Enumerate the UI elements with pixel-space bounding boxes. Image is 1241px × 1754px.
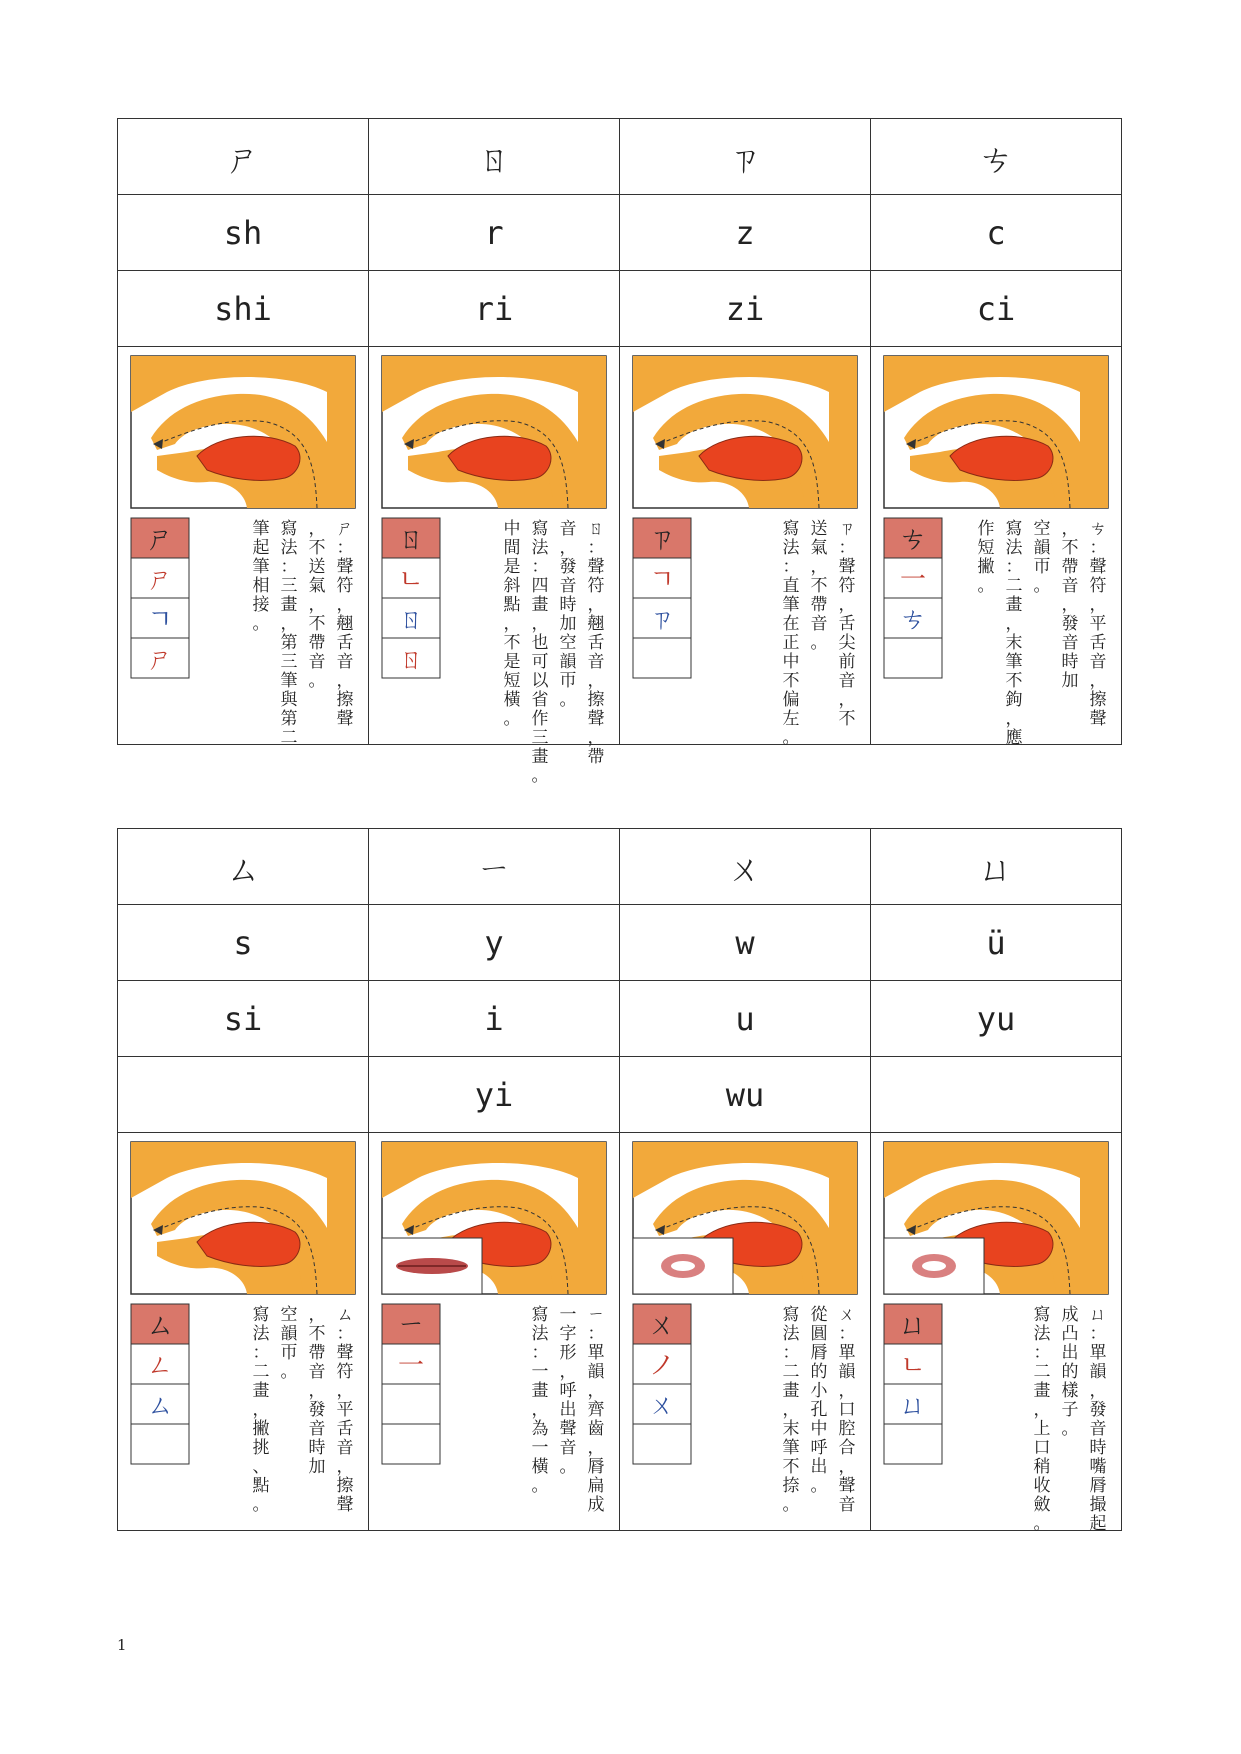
- card-letter: ㄖ: [396, 521, 426, 555]
- card-cell: [871, 1133, 1122, 1534]
- phonetic-card: [880, 352, 1112, 748]
- stroke-step: ㄨ: [648, 1390, 676, 1421]
- description-column: 寫法：三畫，第三筆與第二: [280, 518, 298, 748]
- bopomofo-cell: ㄩ: [871, 829, 1122, 905]
- card-cell: [118, 347, 369, 748]
- card-letter: ㄕ: [145, 521, 175, 555]
- card-letter: ㄧ: [396, 1307, 426, 1341]
- bopomofo-cell: ㄕ: [118, 119, 369, 195]
- card-letter: ㄙ: [145, 1307, 175, 1341]
- bopomofo-cell: ㄗ: [620, 119, 871, 195]
- mouth-diagram: [131, 1142, 355, 1294]
- card-description: [504, 519, 605, 786]
- phonetic-card-art: [629, 1138, 861, 1526]
- stroke-step: ㄙ: [146, 1390, 174, 1421]
- description-column: 空韻帀。: [1033, 518, 1051, 596]
- stroke-order-boxes: [382, 1304, 440, 1464]
- syllable-cell: ci: [871, 271, 1122, 347]
- card-cell: [369, 347, 620, 786]
- syllable-row: [118, 981, 1122, 1057]
- card-letter: ㄩ: [898, 1307, 928, 1341]
- description-column: 寫法：四畫，也可以省作三畫。: [531, 518, 549, 786]
- stroke-step: 一: [397, 1350, 425, 1381]
- standalone-cell: [118, 1057, 369, 1133]
- card-cell: [620, 1133, 871, 1531]
- description-column: 寫法：二畫，上口稍收斂。: [1033, 1304, 1051, 1534]
- standalone-row: [118, 1057, 1122, 1133]
- stroke-step: ㄖ: [397, 604, 425, 635]
- phonetic-card-art: [127, 352, 359, 748]
- stroke-order-boxes: [131, 518, 189, 678]
- stroke-step: ㄴ: [398, 564, 424, 595]
- stroke-step: 一: [899, 564, 927, 595]
- description-column: ，不送氣，不帶音。: [308, 518, 326, 691]
- initial-cell: ü: [871, 905, 1122, 981]
- mouth-diagram: [633, 1142, 857, 1294]
- phonetic-card-art: [378, 352, 610, 786]
- syllable-row: [118, 271, 1122, 347]
- phonetic-card: [629, 352, 861, 748]
- card-letter: ㄘ: [898, 521, 928, 555]
- stroke-step: ㄴ: [900, 1350, 926, 1381]
- stroke-order-boxes: [131, 1304, 189, 1464]
- stroke-step: ㄘ: [899, 604, 927, 635]
- description-column: ㄨ ：單韻，口腔合，聲音: [838, 1304, 856, 1515]
- card-cell: [620, 347, 871, 748]
- description-column: ，不帶音，發音時加: [1061, 518, 1079, 691]
- mouth-diagram: [884, 1142, 1108, 1294]
- description-column: 成凸出的樣子。: [1061, 1304, 1079, 1439]
- phonetic-card-art: [629, 352, 861, 748]
- phonetic-table-2: [117, 828, 1122, 1534]
- stroke-order-boxes: [633, 518, 691, 678]
- card-description: [978, 519, 1107, 748]
- stroke-order-boxes: [884, 518, 942, 678]
- initial-cell: s: [118, 905, 369, 981]
- stroke-step: ㄕ: [146, 564, 174, 595]
- phonetic-card: [378, 1138, 610, 1526]
- stroke-step: ㄩ: [899, 1390, 927, 1421]
- bopomofo-cell: ㄨ: [620, 829, 871, 905]
- stroke-step: ㄱ: [147, 604, 173, 635]
- initial-cell: w: [620, 905, 871, 981]
- description-column: ㄕ ：聲符，翹舌音，擦聲: [336, 518, 354, 729]
- card-letter: ㄗ: [647, 521, 677, 555]
- description-column: ㄘ ：聲符，平舌音，擦聲: [1089, 518, 1107, 729]
- description-column: 筆起筆相接。: [252, 518, 270, 634]
- standalone-cell: yi: [369, 1057, 620, 1133]
- mouth-diagram: [131, 356, 355, 508]
- stroke-step: ㄥ: [146, 1350, 174, 1381]
- phonetic-card-art: [127, 1138, 359, 1526]
- description-column: 從圓脣的小孔中呼出。: [810, 1304, 828, 1496]
- syllable-cell: i: [369, 981, 620, 1057]
- phonetic-card: [127, 1138, 359, 1526]
- initial-row: [118, 195, 1122, 271]
- description-column: ㄩ ：單韻，發音時嘴脣撮起: [1089, 1304, 1107, 1534]
- initial-cell: sh: [118, 195, 369, 271]
- initial-row: [118, 905, 1122, 981]
- description-column: 中間是斜點，不是短橫。: [503, 518, 521, 729]
- stroke-order-boxes: [382, 518, 440, 678]
- syllable-cell: ri: [369, 271, 620, 347]
- mouth-diagram: [382, 356, 606, 508]
- syllable-cell: shi: [118, 271, 369, 347]
- card-description: [532, 1305, 605, 1515]
- card-description: [1034, 1305, 1107, 1534]
- initial-cell: r: [369, 195, 620, 271]
- stroke-step: ㄱ: [649, 564, 675, 595]
- bopomofo-cell: ㄘ: [871, 119, 1122, 195]
- card-cell: [871, 347, 1122, 748]
- description-column: 作短撇。: [977, 518, 995, 596]
- phonetic-card-art: [880, 1138, 1112, 1534]
- description-column: 寫法：二畫，撇挑、點。: [252, 1304, 270, 1515]
- standalone-cell: [871, 1057, 1122, 1133]
- mouth-diagram: [633, 356, 857, 508]
- stroke-order-boxes: [633, 1304, 691, 1464]
- initial-cell: y: [369, 905, 620, 981]
- standalone-cell: wu: [620, 1057, 871, 1133]
- phonetic-card: [629, 1138, 861, 1526]
- bopomofo-cell: ㄧ: [369, 829, 620, 905]
- phonetic-card: [378, 352, 610, 786]
- card-description: [253, 519, 354, 748]
- card-description: [783, 1305, 856, 1515]
- description-column: ㄙ ：聲符，平舌音，擦聲: [336, 1304, 354, 1515]
- phonetic-table-1: [117, 118, 1122, 786]
- syllable-cell: si: [118, 981, 369, 1057]
- phonetic-card: [880, 1138, 1112, 1534]
- stroke-step: ノ: [648, 1350, 676, 1381]
- stroke-step: ㄖ: [397, 644, 425, 675]
- description-column: 寫法：二畫，末筆不捺。: [782, 1304, 800, 1515]
- bopomofo-row: [118, 829, 1122, 905]
- stroke-step: ㄗ: [648, 604, 676, 635]
- description-column: 寫法：二畫，末筆不鉤，應: [1005, 518, 1023, 748]
- initial-cell: z: [620, 195, 871, 271]
- stroke-order-boxes: [884, 1304, 942, 1464]
- card-description: [253, 1305, 354, 1515]
- description-column: 一字形，呼出聲音。: [559, 1304, 577, 1477]
- mouth-diagram: [382, 1142, 606, 1294]
- syllable-cell: zi: [620, 271, 871, 347]
- phonetic-card-art: [880, 352, 1112, 748]
- syllable-cell: yu: [871, 981, 1122, 1057]
- card-letter: ㄨ: [647, 1307, 677, 1341]
- syllable-cell: u: [620, 981, 871, 1057]
- page-number: 1: [117, 1636, 127, 1654]
- description-column: 送氣，不帶音。: [810, 518, 828, 653]
- card-row: [118, 1133, 1122, 1531]
- description-column: ㄗ ：聲符，舌尖前音，不: [838, 518, 856, 729]
- description-column: ㄖ ：聲符，翹舌音，擦聲，帶: [587, 518, 605, 767]
- phonetic-card: [127, 352, 359, 748]
- description-column: ㄧ ：單韻，齊齒，脣扁成: [587, 1304, 605, 1515]
- bopomofo-cell: ㄙ: [118, 829, 369, 905]
- card-cell: [369, 1133, 620, 1531]
- stroke-step: ㄕ: [146, 644, 174, 675]
- card-row: [118, 347, 1122, 745]
- bopomofo-row: [118, 119, 1122, 195]
- initial-cell: c: [871, 195, 1122, 271]
- description-column: 寫法：一畫，為一橫。: [531, 1304, 549, 1496]
- description-column: 空韻帀。: [280, 1304, 298, 1382]
- description-column: 音，發音時加空韻帀。: [559, 518, 577, 710]
- description-column: ，不帶音，發音時加: [308, 1304, 326, 1477]
- description-column: 寫法：直筆在正中不偏左。: [782, 518, 800, 748]
- mouth-diagram: [884, 356, 1108, 508]
- bopomofo-cell: ㄖ: [369, 119, 620, 195]
- card-cell: [118, 1133, 369, 1531]
- card-description: [783, 519, 856, 748]
- phonetic-card-art: [378, 1138, 610, 1526]
